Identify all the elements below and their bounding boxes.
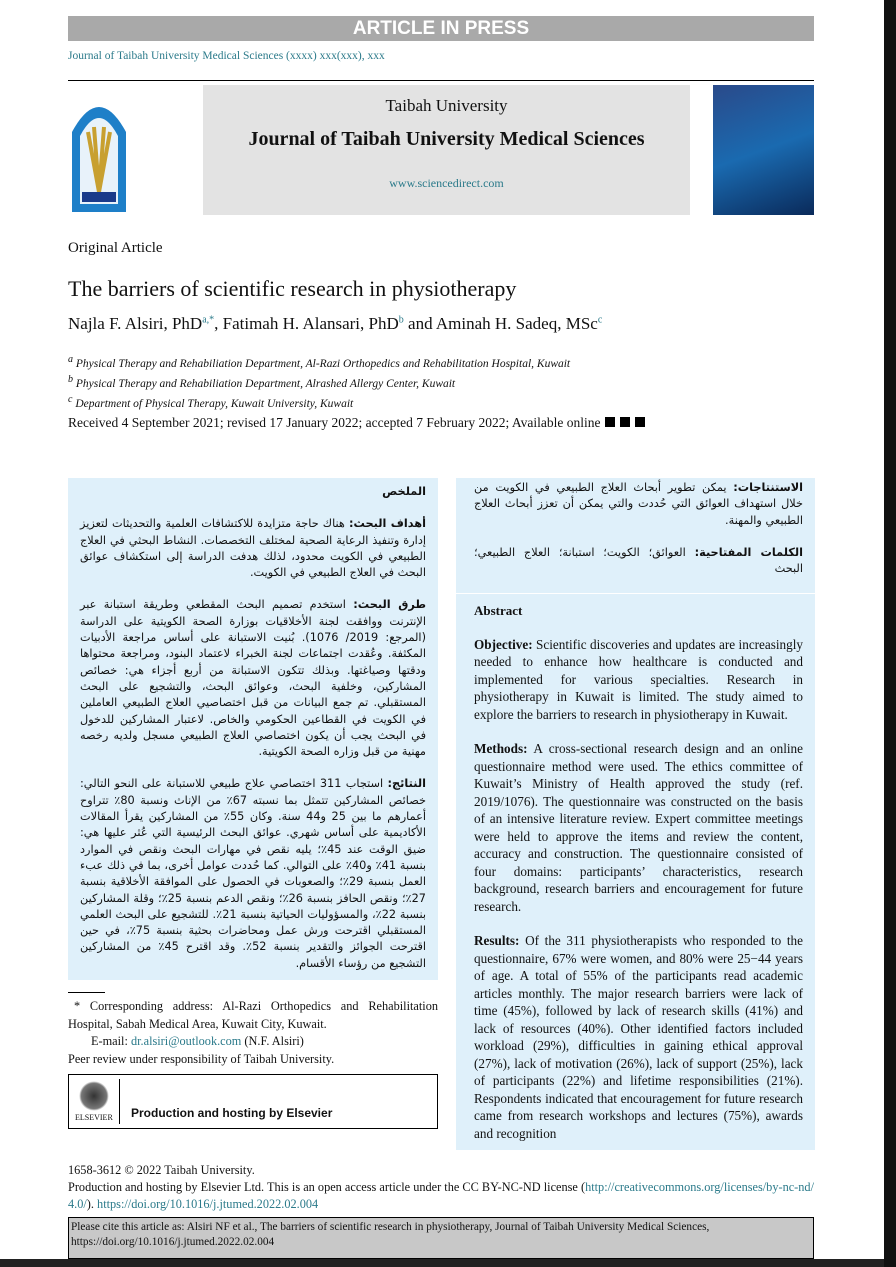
arabic-keywords [474,545,803,578]
text: هناك حاجة متزايدة للاكتشافات العلمية والتحديثات لتعزيز إدارة وتنفيذ الرعاية الصحية لمختلف التخصصات. النشاط البحثي في العلاج الطبيعي في الكويت محدود، لذلك هدفت الدراسة إلى استكشاف عوائق البحث في العلاج الطبيعي في الكويت. [80,517,426,580]
footnote-rule [68,992,105,993]
article-type: Original Article [68,240,163,256]
elsevier-tree-logo [79,1081,109,1111]
two-column-area [68,478,815,1150]
elsevier-logo-text: ELSEVIER [75,1113,113,1123]
email-label: E-mail: [91,1034,128,1049]
doi-link[interactable]: https://doi.org/10.1016/j.jtumed.2022.02.004 [97,1197,319,1212]
affiliation-text: Physical Therapy and Rehabiliation Department, Al-Razi Orthopedics and Rehabilitation Hospital, Kuwait [75,357,571,370]
arabic-objectives [80,516,426,581]
article-body [68,0,815,1259]
email-line [68,1033,438,1051]
text: A cross-sectional research design and an online questionnaire method were used. The ethics committee of Kuwait’s Ministry of Health approved the study (ref. 2019/1076). The questionnaire was constructed on the basis of an intensive literature review. Expert committee meetings were held to approve the items and review the content, accuracy and construction. The questionnaire consisted of four domains: participants’ characteristics, research background, research barriers and encouragement for future research. [474,741,803,914]
abstract-methods [474,740,803,915]
received-text: Received 4 September 2021; revised 17 January 2022; accepted 7 February 2022; Available online [68,415,601,430]
arabic-abstract [68,478,438,980]
arabic-methods [80,597,426,760]
text: العوائق؛ الكويت؛ استبانة؛ العلاج الطبيعي؛ البحث [474,545,803,576]
label: Results: [474,933,520,949]
corresponding-address: * Corresponding address: Al-Razi Orthopedics and Rehabilitation Hospital, Sabah Medical Area, Kuwait City, Kuwait. [68,999,438,1031]
divider [119,1079,120,1124]
divider [456,593,815,594]
abstract-heading: Abstract [474,603,523,619]
website-link[interactable]: www.sciencedirect.com [389,176,504,190]
university-name: Taibah University [385,96,508,115]
joiner: , [214,314,223,333]
license-link[interactable]: http://creativecommons.org/licenses/by-nc-nd/4.0/ [68,1180,814,1212]
abstract-objective [474,636,803,724]
label: أهداف البحث: [348,517,426,531]
cite-box: Please cite this article as: Alsiri NF et al., The barriers of scientific research in physiotherapy, Journal of Taibah University Medical Sciences, https://doi.org/10.1016/j.jtumed.2022.02.004 [68,1217,814,1259]
left-column [68,478,438,1129]
arabic-conclusions [474,480,803,529]
text: يمكن تطوير أبحاث العلاج الطبيعي في الكويت من خلال استهداف العوائق التي حُددت والتي يمكن أن تعزز أبحاث العلاج الطبيعي والمهنة. [474,481,803,527]
label: النتائج: [387,777,426,791]
text: استجاب 311 اختصاصي علاج طبيعي للاستبانة على النحو التالي: خصائص المشاركين تتمثل بما نسبته 67٪ من الإناث ونسبة 80٪ تتراوح أعمارهم ما بين 25 و44 سنة. وكان 55٪ من المشاركين يقرأ المقالات الأكاديمية على أساس شهري. عوائق البحث الرئيسية التي عُثر عليها هي: ضيق الوقت عند 45٪؛ يليه نقص في مهارات البحث ونقص في الموارد بنسبة 41٪ و40٪ على التوالي. كما حُددت عوامل أخرى، بما في ذلك عبء العمل بنسبة 29٪؛ والصعوبات في الحصول على الموافقة الأخلاقية بنسبة 27٪؛ ونقص الحافز بنسبة 26٪؛ ونقص الدعم بنسبة 25٪؛ وقلة المشاركين بنسبة 22٪، والمسؤوليات الحياتية بنسبة 21٪. للتشجيع على البحث العلمي المستقبلي اقترحت ورش عمل ومحاضرات بحثية بنسبة 75٪، في حين اقترحت الجوائز والتقدير بنسبة 52٪. وقد اقترح 45٪ من المشاركين التشجيع من رؤساء الأقسام. [80,777,427,970]
affiliation-marker: c [68,393,73,405]
label: الكلمات المفتاحية: [694,545,803,559]
label: الاستنتاجات: [733,481,804,494]
arabic-abstract-heading: الملخص [382,485,426,498]
author-affiliation-link[interactable]: c [597,314,603,326]
viewer-edge [884,0,896,1267]
text: Of the 311 physiotherapists who responded to the questionnaire, 67% were women, and 80% were 25−44 years of age. A total of 55% of the participants read academic articles monthly. The major research barriers were lack of time (45%), followed by lack of research skills (41%) and lack of resources (40%). Other identified factors included workload (29%), difficulties in gaining ethical approval (27%), lack of motivation (26%), lack of support (25%), lack of participants (22%) and lifetime responsibilities (21%). Respondents indicated that encouragement for future research came from research workshops and lectures (75%), awards and recognition [474,933,803,1141]
label: Methods: [474,741,528,757]
license-line [68,1179,814,1213]
affiliation-text: Physical Therapy and Rehabiliation Department, Alrashed Allergy Center, Kuwait [75,377,456,390]
abstract-column [456,478,815,1150]
journal-name: Journal of Taibah University Medical Sciences [248,128,645,150]
copyright-line: 1658-3612 © 2022 Taibah University. [68,1163,255,1178]
email-link[interactable]: dr.alsiri@outlook.com [130,1034,242,1049]
abstract-results [474,932,803,1142]
footnote [68,998,438,1068]
arabic-results [80,776,426,972]
affiliation-text: Department of Physical Therapy, Kuwait University, Kuwait [75,397,354,410]
article-in-press-banner: ARTICLE IN PRESS [68,16,814,41]
production-text: Production and hosting by Elsevier [131,1106,333,1121]
copyright [68,1162,814,1213]
author-affiliation-link[interactable]: b [398,314,404,326]
peer-review-note: Peer review under responsibility of Taibah University. [68,1051,335,1066]
author-name: Fatimah H. Alansari, PhD [222,314,399,333]
elsevier-box [68,1074,438,1129]
joiner: and [403,314,436,333]
label: Objective: [474,636,533,652]
author-affiliation-link[interactable]: a,* [202,314,215,326]
email-owner: (N.F. Alsiri) [244,1034,304,1049]
journal-citation-line[interactable]: Journal of Taibah University Medical Sciences (xxxx) xxx(xxx), xxx [68,50,385,62]
label: طرق البحث: [353,598,427,612]
article-title: The barriers of scientific research in physiotherapy [68,276,517,301]
affiliation-marker: a [68,354,73,365]
author-name: Aminah H. Sadeq, MSc [435,314,598,333]
affiliation-marker: b [68,373,73,385]
viewer-edge [0,1259,896,1267]
text: Scientific discoveries and updates are increasingly needed to enhance how healthcare is conducted and implemented for various specialties. Research in physiotherapy in Kuwait is limited. The study aimed to explore the barriers to research in physiotherapy in Kuwait. [474,636,804,722]
license-text-end: ). [86,1197,94,1212]
author-name: Najla F. Alsiri, PhD [68,314,203,333]
text: استخدم تصميم البحث المقطعي وطريقة استبانة عبر الإنترنت ووافقت لجنة الأخلاقيات بوزارة الصحة الكويتية على الدراسة (المرجع: 2019/ 1076). بُنيت الاستبانة على أساس مراجعة الأدبيات المكثفة. وعُقدت اجتماعات لجنة الخبراء لاعتماد البنود، ومراجعة محتواها ودقتها وصياغتها. وبذلك تتكون الاستبانة من أربع أجزاء هي: خصائص المشاركين، وخلفية البحث، وعوائق البحث، والتشجيع على البحث المستقبلي. تم جمع البيانات من قبل اختصاصيي العلاج الطبيعي العاملين في الكويت في القطاعين الحكومي والخاص. لاعتبار المشاركين للدخول في البحث يجب أن يكون اختصاصي العلاج الطبيعي مسجل ولديه رخصه مهنية من قبل وزاره الصحة الكويتية. [80,598,426,759]
license-text: Production and hosting by Elsevier Ltd. This is an open access article under the CC BY-NC-ND license ( [68,1180,586,1195]
